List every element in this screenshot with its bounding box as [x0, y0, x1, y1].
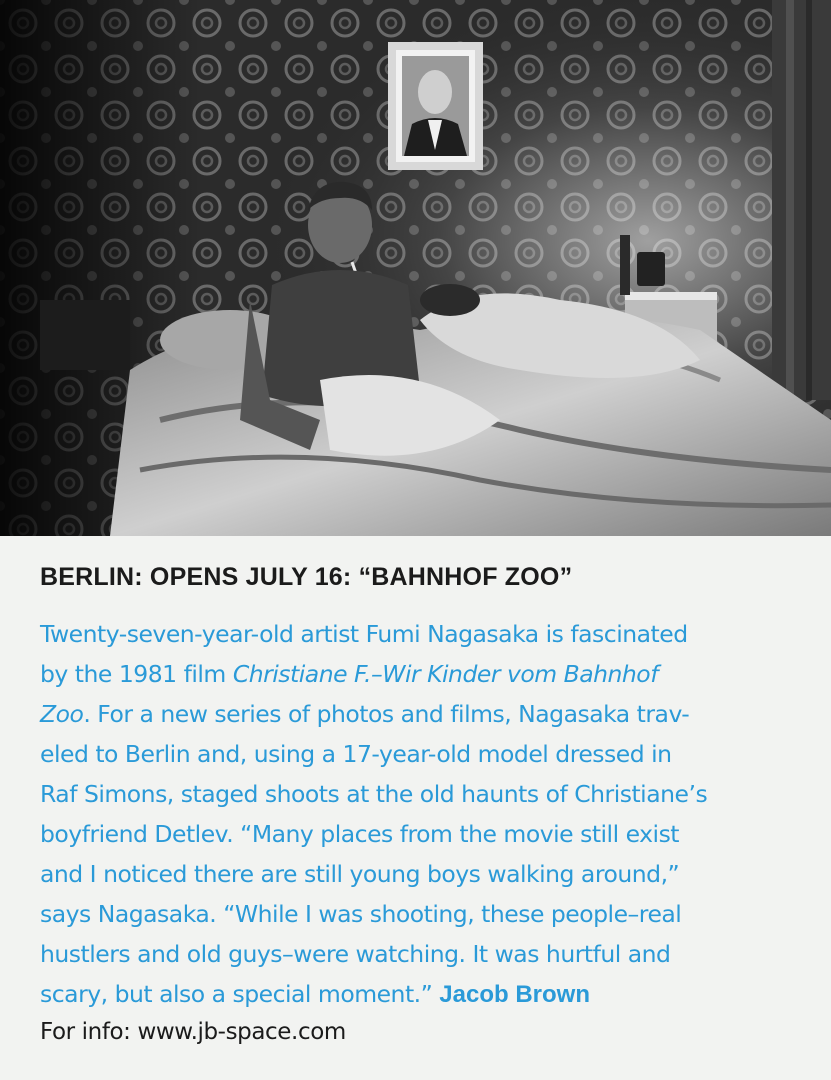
body-line: eled to Berlin and, using a 17-year-old model dressed in: [40, 740, 672, 768]
article-photo: [0, 0, 831, 536]
body-line: Twenty-seven-year-old artist Fumi Nagasaka is fascinated: [40, 620, 688, 648]
article-headline: BERLIN: OPENS JULY 16: “BAHNHOF ZOO”: [40, 563, 573, 591]
framed-portrait: [388, 42, 483, 170]
article-body: [40, 614, 830, 1015]
body-line: and I noticed there are still young boys walking around,”: [40, 860, 680, 888]
body-line: by the 1981 film Christiane F.–Wir Kinder vom Bahnhof: [40, 660, 658, 688]
body-line: Raf Simons, staged shoots at the old haunts of Christiane’s: [40, 780, 708, 808]
body-line: hustlers and old guys–were watching. It was hurtful and: [40, 940, 671, 968]
body-line: says Nagasaka. “While I was shooting, these people–real: [40, 900, 682, 928]
body-line: boyfriend Detlev. “Many places from the movie still exist: [40, 820, 680, 848]
author-byline: Jacob Brown: [439, 981, 590, 1008]
article-section: [0, 536, 831, 1080]
film-title: Zoo: [40, 700, 84, 728]
body-line: scary, but also a special moment.” Jacob Brown: [40, 980, 590, 1008]
film-title: Christiane F.–Wir Kinder vom Bahnhof: [232, 660, 658, 688]
curtain: [772, 0, 831, 400]
body-line: Zoo. For a new series of photos and films, Nagasaka trav-: [40, 700, 690, 728]
info-link[interactable]: For info: www.jb-space.com: [40, 1019, 346, 1045]
